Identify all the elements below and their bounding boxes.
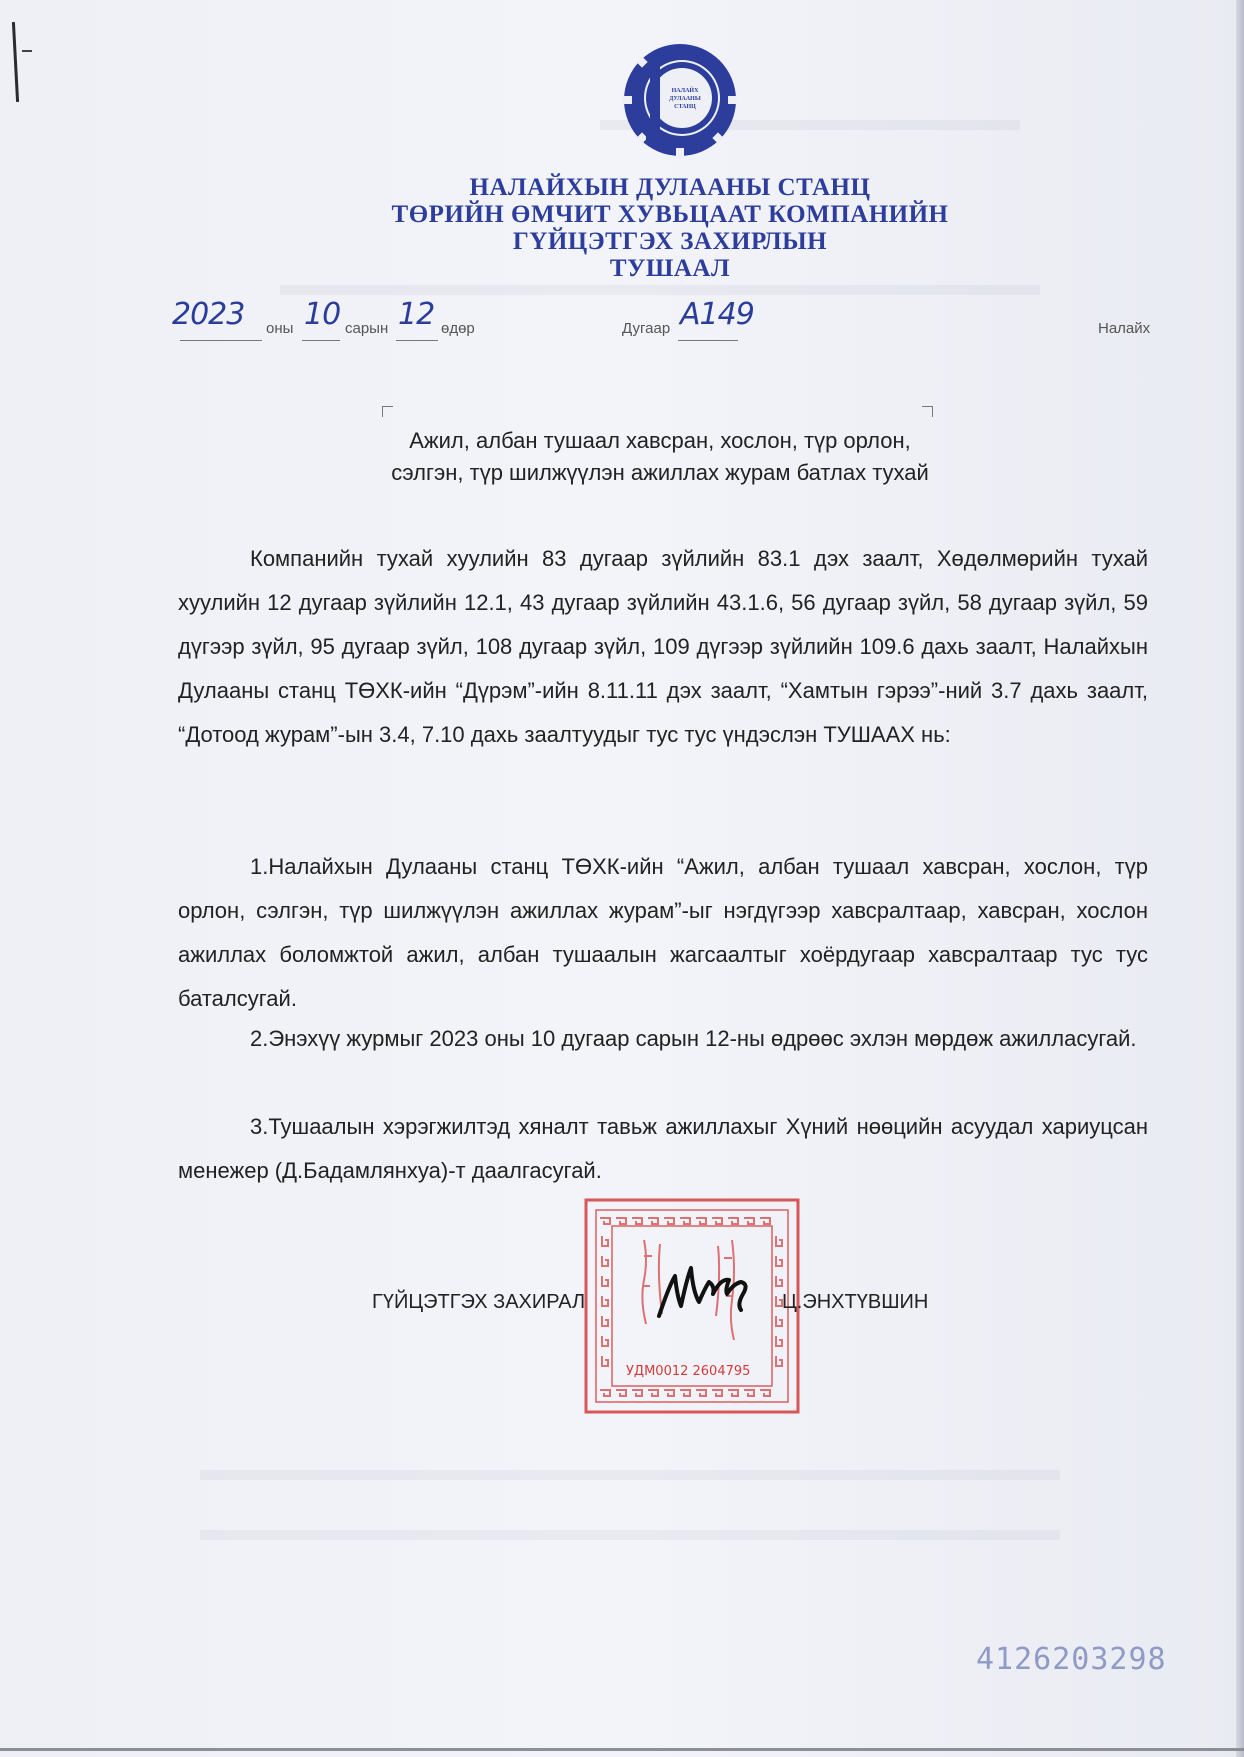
subject-bracket-left xyxy=(382,406,393,417)
day-underline xyxy=(396,340,438,341)
item-1-text: 1.Налайхын Дулааны станц ТӨХК-ийн “Ажил, албан тушаал хавсран, хослон, түр орлон, сэлгэн, түр шилжүүлэн ажиллах журам”-ыг нэгдүгээр хавсралтаар, хавсран, хослон ажиллах боломжтой ажил, албан тушаалын жагсаалтыг хоёрдугаар хавсралтаар тус тус баталсугай. xyxy=(178,854,1148,1011)
logo-text-line3: СТАНЦ xyxy=(674,104,696,110)
order-item-2 xyxy=(178,1017,1148,1061)
bleed-through xyxy=(200,1530,1060,1540)
stamp-registration-number: УДМ0012 2604795 xyxy=(626,1364,751,1379)
bleed-through xyxy=(280,285,1040,295)
subject-bracket-right xyxy=(922,406,933,417)
preamble-paragraph xyxy=(178,537,1148,757)
order-item-1 xyxy=(178,845,1148,1021)
staple-mark-tick xyxy=(22,50,32,52)
page-bottom-edge xyxy=(0,1748,1244,1751)
order-subject xyxy=(300,425,1020,489)
page-edge-shadow xyxy=(1236,0,1244,1757)
number-label: Дугаар xyxy=(622,320,671,337)
signatory-name: Ц.ЭНХТҮВШИН xyxy=(782,1291,929,1313)
month-underline xyxy=(302,340,340,341)
logo-text-line1: НАЛАЙХ xyxy=(671,88,699,94)
subject-line-1: Ажил, албан тушаал хавсран, хослон, түр орлон, xyxy=(409,428,911,453)
subject-line-2: сэлгэн, түр шилжүүлэн ажиллах журам батлах тухай xyxy=(391,460,929,485)
handwritten-signature xyxy=(655,1260,765,1330)
place-name: Налайх xyxy=(1098,320,1151,337)
item-2-text: 2.Энэхүү журмыг 2023 оны 10 дугаар сарын 12-ны өдрөөс эхлэн мөрдөж ажилласугай. xyxy=(250,1026,1137,1051)
year-underline xyxy=(180,340,262,341)
logo-text-line2: ДУЛААНЫ xyxy=(669,96,701,102)
handwritten-day: 12 xyxy=(398,297,435,332)
header-line-1: НАЛАЙХЫН ДУЛААНЫ СТАНЦ xyxy=(469,174,871,201)
preamble-text: Компанийн тухай хуулийн 83 дугаар зүйлийн 83.1 дэх заалт, Хөдөлмөрийн тухай хуулийн 12 дугаар зүйлийн 12.1, 43 дугаар зүйлийн 43.1.6, 56 дугаар зүйл, 58 дугаар зүйл, 59 дүгээр зүйл, 95 дугаар зүйл, 108 дугаар зүйл, 109 дүгээр зүйлийн 109.6 дахь заалт, Налайхын Дулааны станц ТӨХК-ийн “Дүрэм”-ийн 8.11.11 дэх заалт, “Хамтын гэрээ”-ний 3.7 дахь заалт, “Дотоод журам”-ын 3.4, 7.10 дахь заалтуудыг тус тус үндэслэн ТУШААХ нь: xyxy=(178,546,1148,747)
handwritten-year: 2023 xyxy=(172,297,245,332)
date-line xyxy=(0,297,1244,345)
document-serial-number: 4126203298 xyxy=(976,1642,1167,1677)
year-label: оны xyxy=(266,320,294,337)
order-item-3 xyxy=(178,1105,1148,1193)
company-logo xyxy=(620,40,740,160)
document-header xyxy=(300,174,1040,282)
handwritten-month: 10 xyxy=(304,297,341,332)
signatory-title: ГҮЙЦЭТГЭХ ЗАХИРАЛ xyxy=(372,1291,586,1313)
header-line-4: ТУШААЛ xyxy=(609,255,731,282)
header-line-3: ГҮЙЦЭТГЭХ ЗАХИРЛЫН xyxy=(512,228,828,255)
header-line-2: ТӨРИЙН ӨМЧИТ ХУВЬЦААТ КОМПАНИЙН xyxy=(391,201,949,228)
day-label: өдөр xyxy=(441,320,475,337)
item-3-text: 3.Тушаалын хэрэгжилтэд хяналт тавьж ажиллахыг Хүний нөөцийн асуудал хариуцсан менежер (Д.Бадамлянхуа)-т даалгасугай. xyxy=(178,1114,1148,1183)
month-label: сарын xyxy=(345,320,389,337)
handwritten-order-number: А149 xyxy=(680,297,754,332)
number-underline xyxy=(678,340,738,341)
bleed-through xyxy=(200,1470,1060,1480)
